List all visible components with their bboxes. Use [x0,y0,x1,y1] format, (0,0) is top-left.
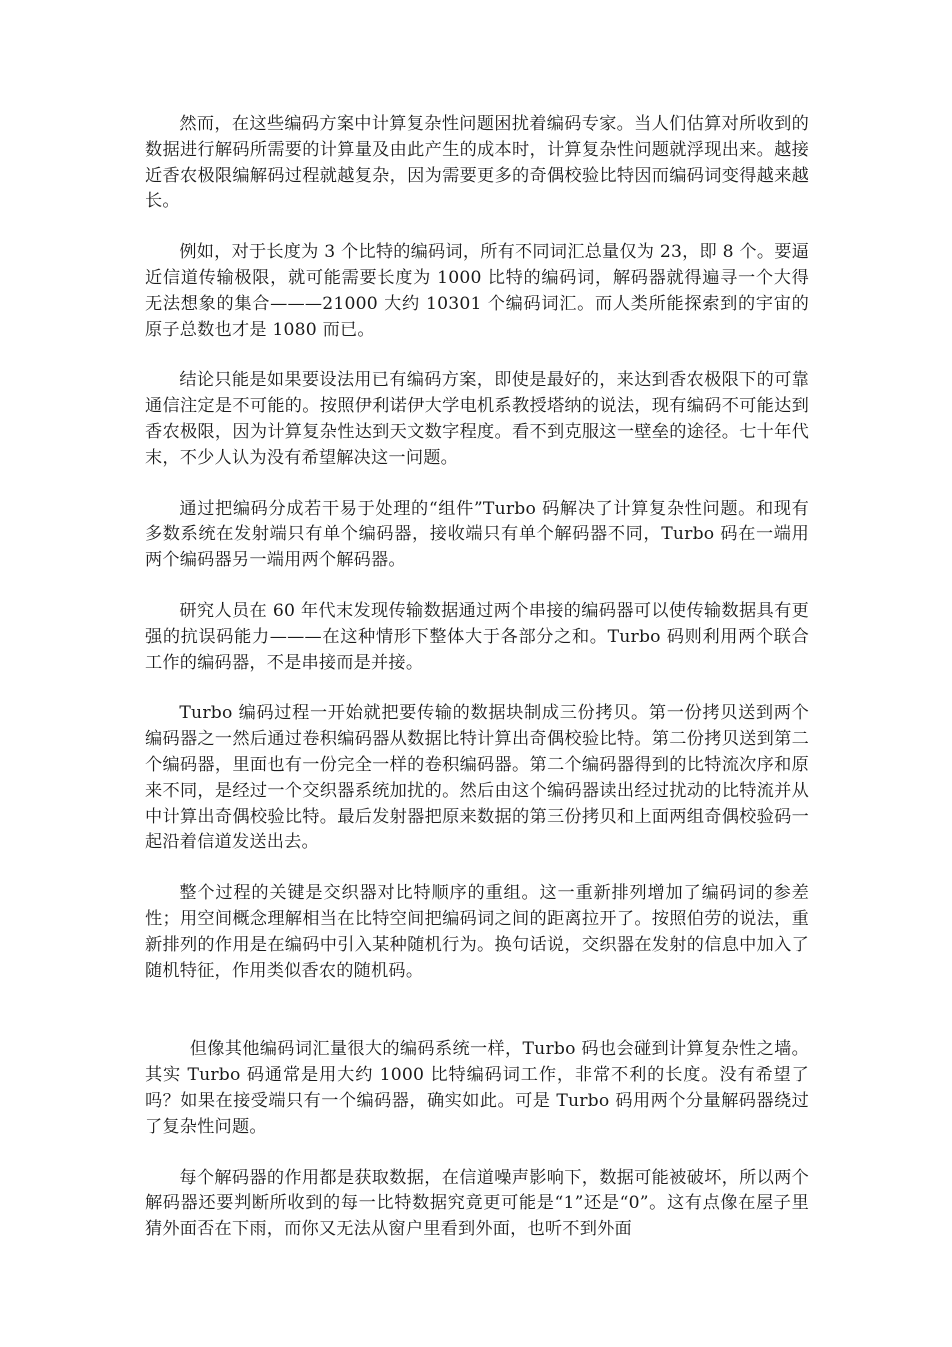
paragraph-8: 但像其他编码词汇量很大的编码系统一样，Turbo 码也会碰到计算复杂性之墙。其实 Turbo 码通常是用大约 1000 比特编码词工作，非常不利的长度。没有希望了吗？如果在接受端只有一个编码器，确实如此。可是 Turbo 码用两个分量解码器绕过了复杂性问题。 [145,1039,809,1137]
document-body [145,112,809,1243]
paragraph-6: Turbo 编码过程一开始就把要传输的数据块制成三份拷贝。第一份拷贝送到两个编码器之一然后通过卷积编码器从数据比特计算出奇偶校验比特。第二份拷贝送到第二个编码器，里面也有一份完全一样的卷积编码器。第二个编码器得到的比特流次序和原来不同，是经过一个交织器系统加扰的。然后由这个编码器读出经过扰动的比特流并从中计算出奇偶校验比特。最后发射器把原来数据的第三份拷贝和上面两组奇偶校验码一起沿着信道发送出去。 [145,703,809,853]
paragraph-2: 例如，对于长度为 3 个比特的编码词，所有不同词汇总量仅为 23，即 8 个。要逼近信道传输极限，就可能需要长度为 1000 比特的编码词，解码器就得遍寻一个大得无法想象的集合———21000 大约 10301 个编码词汇。而人类所能探索到的宇宙的原子总数也才是 1080 而已。 [145,242,809,340]
paragraph-gap [145,984,809,1037]
paragraph-5: 研究人员在 60 年代末发现传输数据通过两个串接的编码器可以使传输数据具有更强的抗误码能力———在这种情形下整体大于各部分之和。Turbo 码则利用两个联合工作的编码器，不是串接而是并接。 [145,600,809,673]
paragraph-3: 结论只能是如果要设法用已有编码方案，即使是最好的，来达到香农极限下的可靠通信注定是不可能的。按照伊利诺伊大学电机系教授塔纳的说法，现有编码不可能达到香农极限，因为计算复杂性达到天文数字程度。看不到克服这一壁垒的途径。七十年代末，不少人认为没有希望解决这一问题。 [145,370,809,468]
paragraph-1: 然而，在这些编码方案中计算复杂性问题困扰着编码专家。当人们估算对所收到的数据进行解码所需要的计算量及由此产生的成本时，计算复杂性问题就浮现出来。越接近香农极限编解码过程就越复杂，因为需要更多的奇偶校验比特因而编码词变得越来越长。 [145,114,809,212]
paragraph-7: 整个过程的关键是交织器对比特顺序的重组。这一重新排列增加了编码词的参差性；用空间概念理解相当在比特空间把编码词之间的距离拉开了。按照伯劳的说法，重新排列的作用是在编码中引入某种随机行为。换句话说，交织器在发射的信息中加入了随机特征，作用类似香农的随机码。 [145,883,809,981]
paragraph-9: 每个解码器的作用都是获取数据，在信道噪声影响下，数据可能被破坏，所以两个解码器还要判断所收到的每一比特数据究竟更可能是“1”还是“0”。这有点像在屋子里猜外面否在下雨，而你又无法从窗户里看到外面，也听不到外面 [145,1167,809,1240]
paragraph-gap [145,215,809,240]
paragraph-gap [145,343,809,368]
paragraph-gap [145,574,809,599]
paragraph-4: 通过把编码分成若干易于处理的“组件”Turbo 码解决了计算复杂性问题。和现有多数系统在发射端只有单个编码器，接收端只有单个解码器不同，Turbo 码在一端用两个编码器另一端用两个解码器。 [145,498,809,571]
paragraph-gap [145,472,809,497]
paragraph-gap [145,1141,809,1166]
paragraph-gap [145,676,809,701]
paragraph-gap [145,856,809,881]
